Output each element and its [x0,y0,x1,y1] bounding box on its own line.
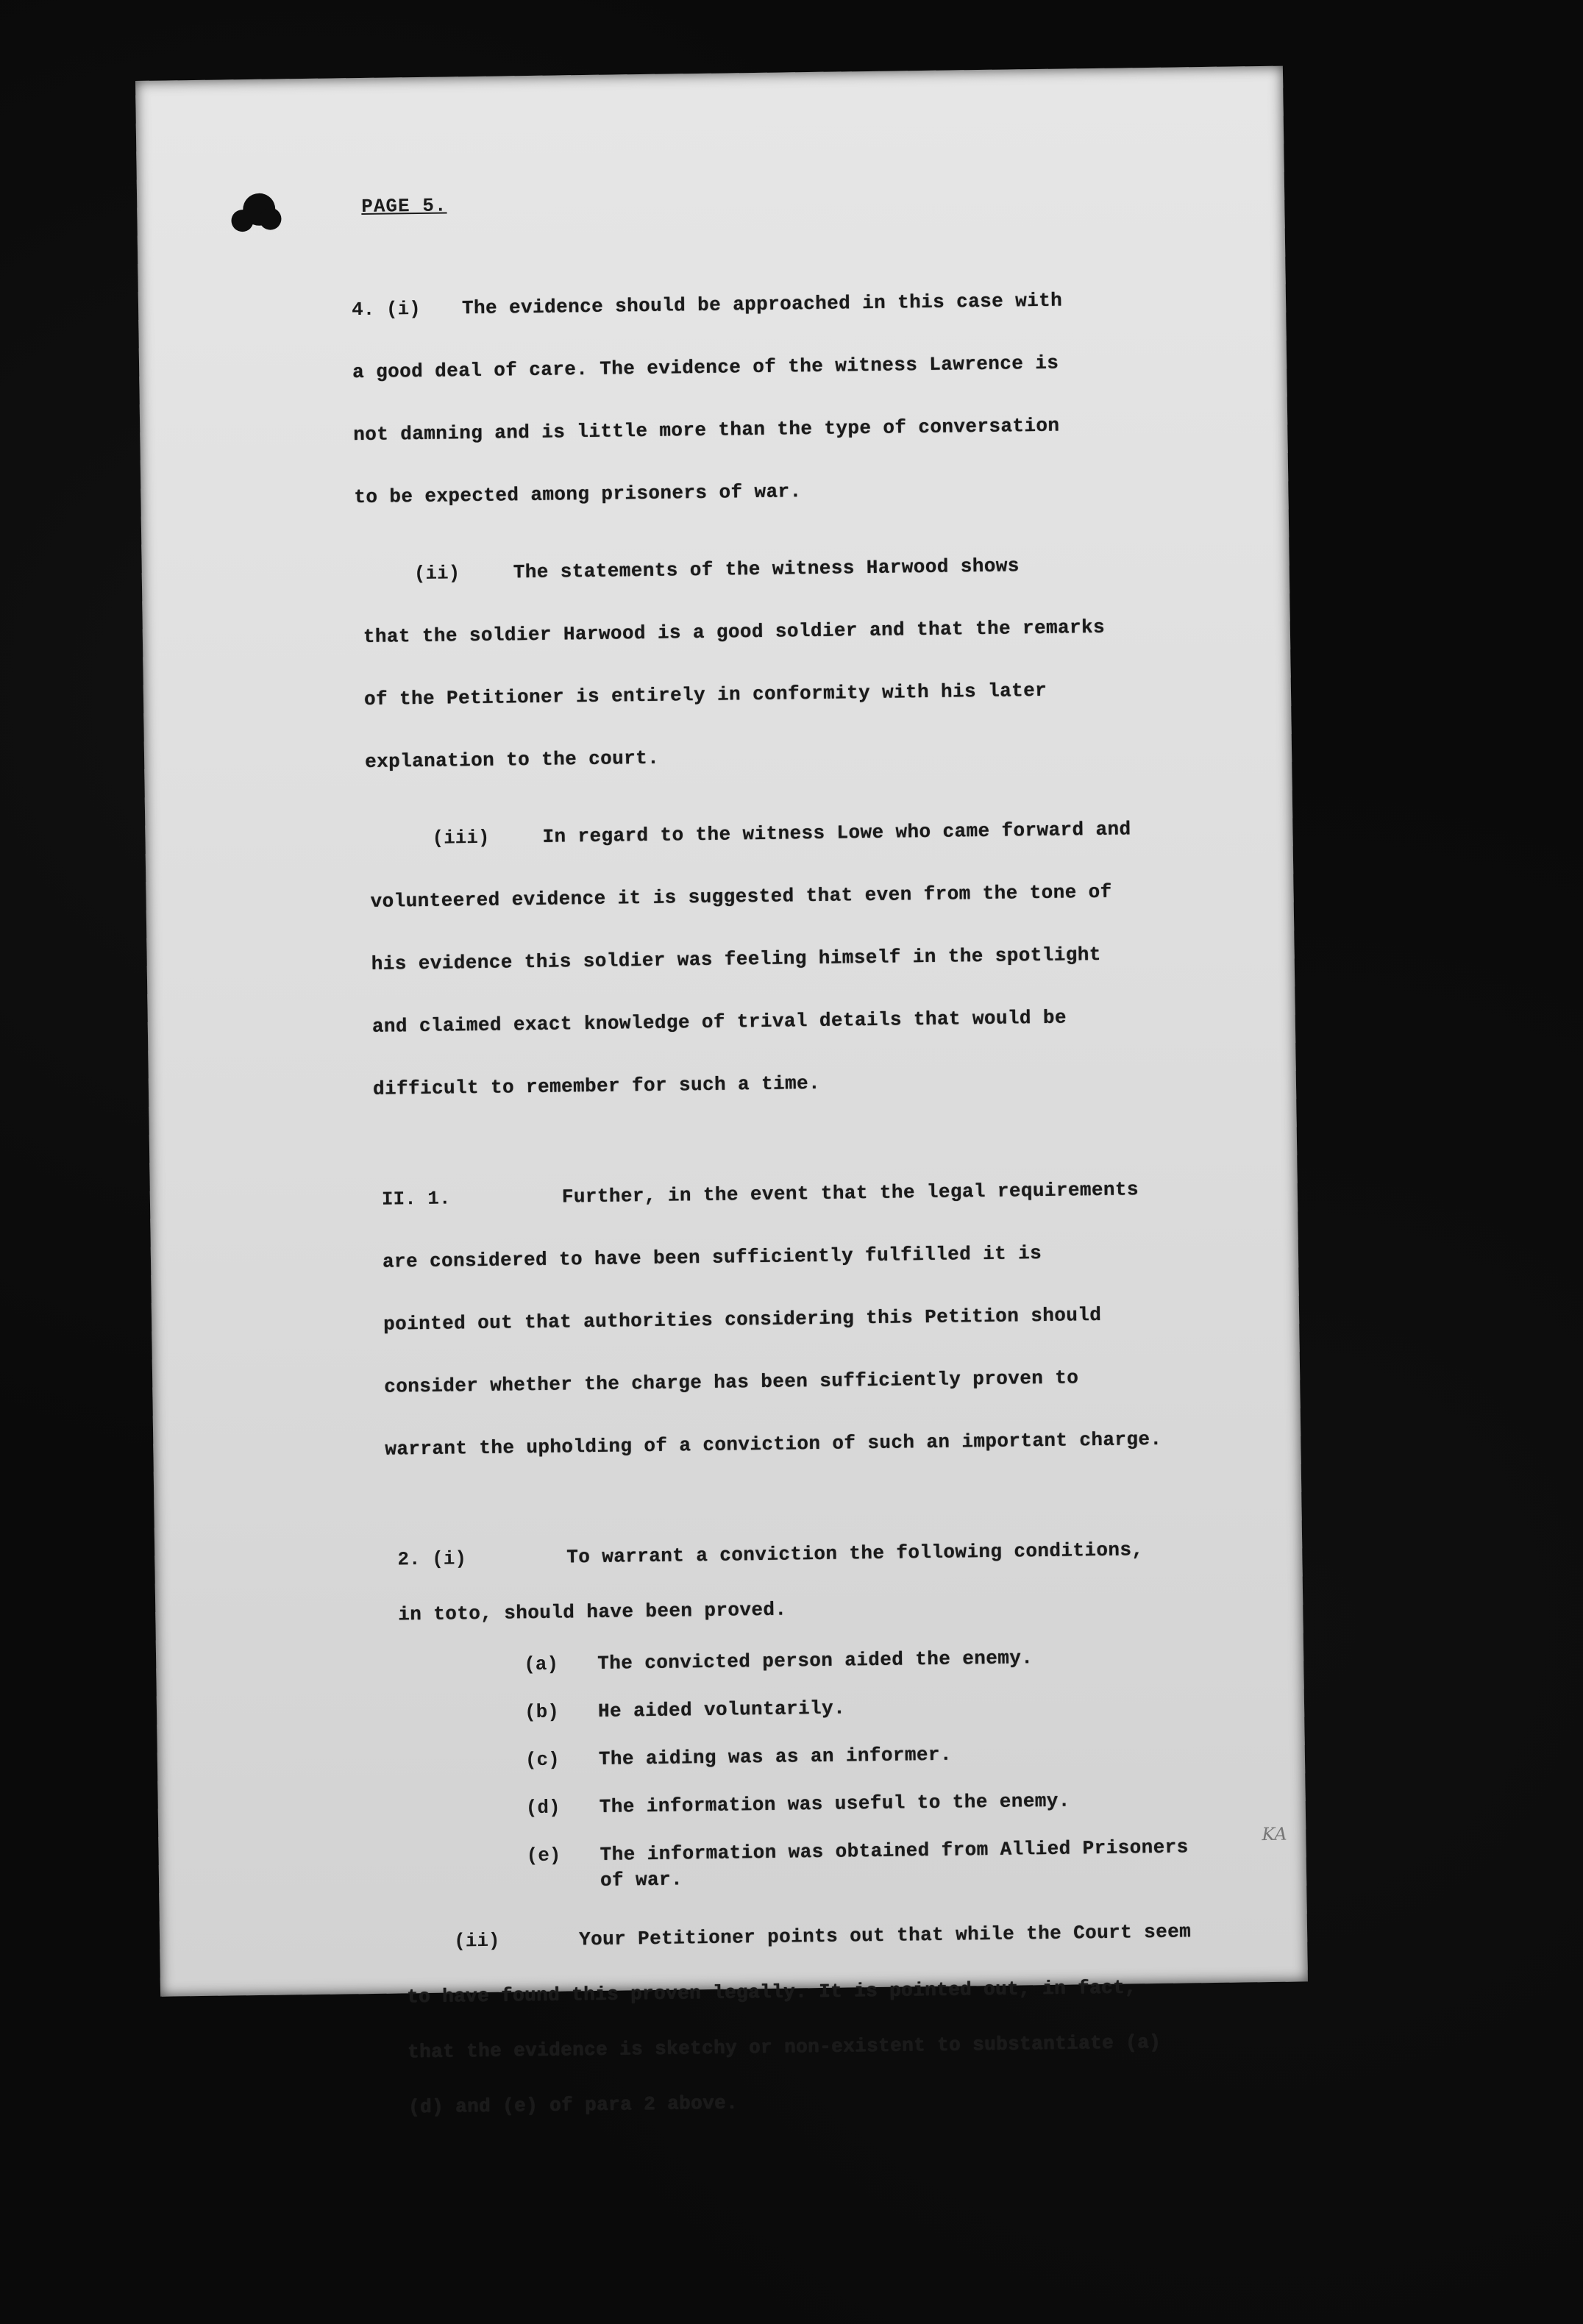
condition-label: (d) [525,1796,561,1819]
para-line: and claimed exact knowledge of trival details that would be [371,1006,1067,1038]
para-line: that the evidence is sketchy or non-existent to substantiate (a) [407,2031,1162,2064]
para-line: to be expected among prisoners of war. [354,480,802,509]
para-label: (ii) [413,562,460,585]
para-line: The statements of the witness Harwood shows [513,555,1020,584]
condition-text: of war. [600,1868,683,1892]
punch-hole-mark [231,193,280,239]
para-line: In regard to the witness Lowe who came forward and [542,818,1131,848]
para-label: 4. (i) [351,297,421,321]
document-page [135,66,1308,2119]
para-line: his evidence this soldier was feeling himself in the spotlight [371,943,1102,975]
para-line: Your Petitioner points out that while the Court seem [578,1920,1192,1951]
para-line: are considered to have been sufficiently fulfilled it is [382,1242,1042,1273]
para-line: difficult to remember for such a time. [372,1072,821,1100]
para-line: to have found this proven legally. It is pointed out, in fact, [406,1976,1137,2008]
para-label: (ii) [453,1929,500,1953]
condition-text: The convicted person aided the enemy. [597,1647,1034,1675]
condition-label: (a) [524,1653,559,1676]
condition-text: The information was obtained from Allied Prisoners [600,1836,1189,1866]
para-line: (d) and (e) of para 2 above. [408,2092,739,2119]
para-line: of the Petitioner is entirely in conformity with his later [363,679,1047,710]
page-header: PAGE 5. [361,194,447,218]
condition-text: The aiding was as an informer. [598,1743,953,1770]
para-line: not damning and is little more than the type of conversation [353,414,1060,446]
condition-label: (b) [524,1700,560,1724]
para-line: warrant the upholding of a conviction of such an important charge. [385,1427,1162,1461]
para-line: consider whether the charge has been sufficiently proven to [384,1366,1079,1398]
para-line: in toto, should have been proved. [398,1598,787,1626]
condition-label: (e) [526,1844,561,1867]
para-line: Further, in the event that the legal requirements [561,1178,1139,1208]
condition-text: The information was useful to the enemy. [599,1789,1071,1818]
condition-text: He aided voluntarily. [597,1697,846,1722]
para-line: a good deal of care. The evidence of the witness Lawrence is [352,352,1059,384]
para-label: II. 1. [381,1187,451,1211]
para-line: To warrant a conviction the following conditions, [566,1539,1144,1569]
pencil-annotation: KA [1262,1823,1287,1845]
para-line: The evidence should be approached in this case with [461,289,1063,320]
para-label: (iii) [432,826,490,849]
para-label: 2. (i) [397,1547,467,1571]
para-line: explanation to the court. [364,746,660,773]
para-line: that the soldier Harwood is a good soldier and that the remarks [363,616,1106,649]
condition-label: (c) [524,1748,560,1772]
para-line: pointed out that authorities considering this Petition should [383,1303,1102,1336]
para-line: volunteered evidence it is suggested that even from the tone of [370,880,1112,913]
